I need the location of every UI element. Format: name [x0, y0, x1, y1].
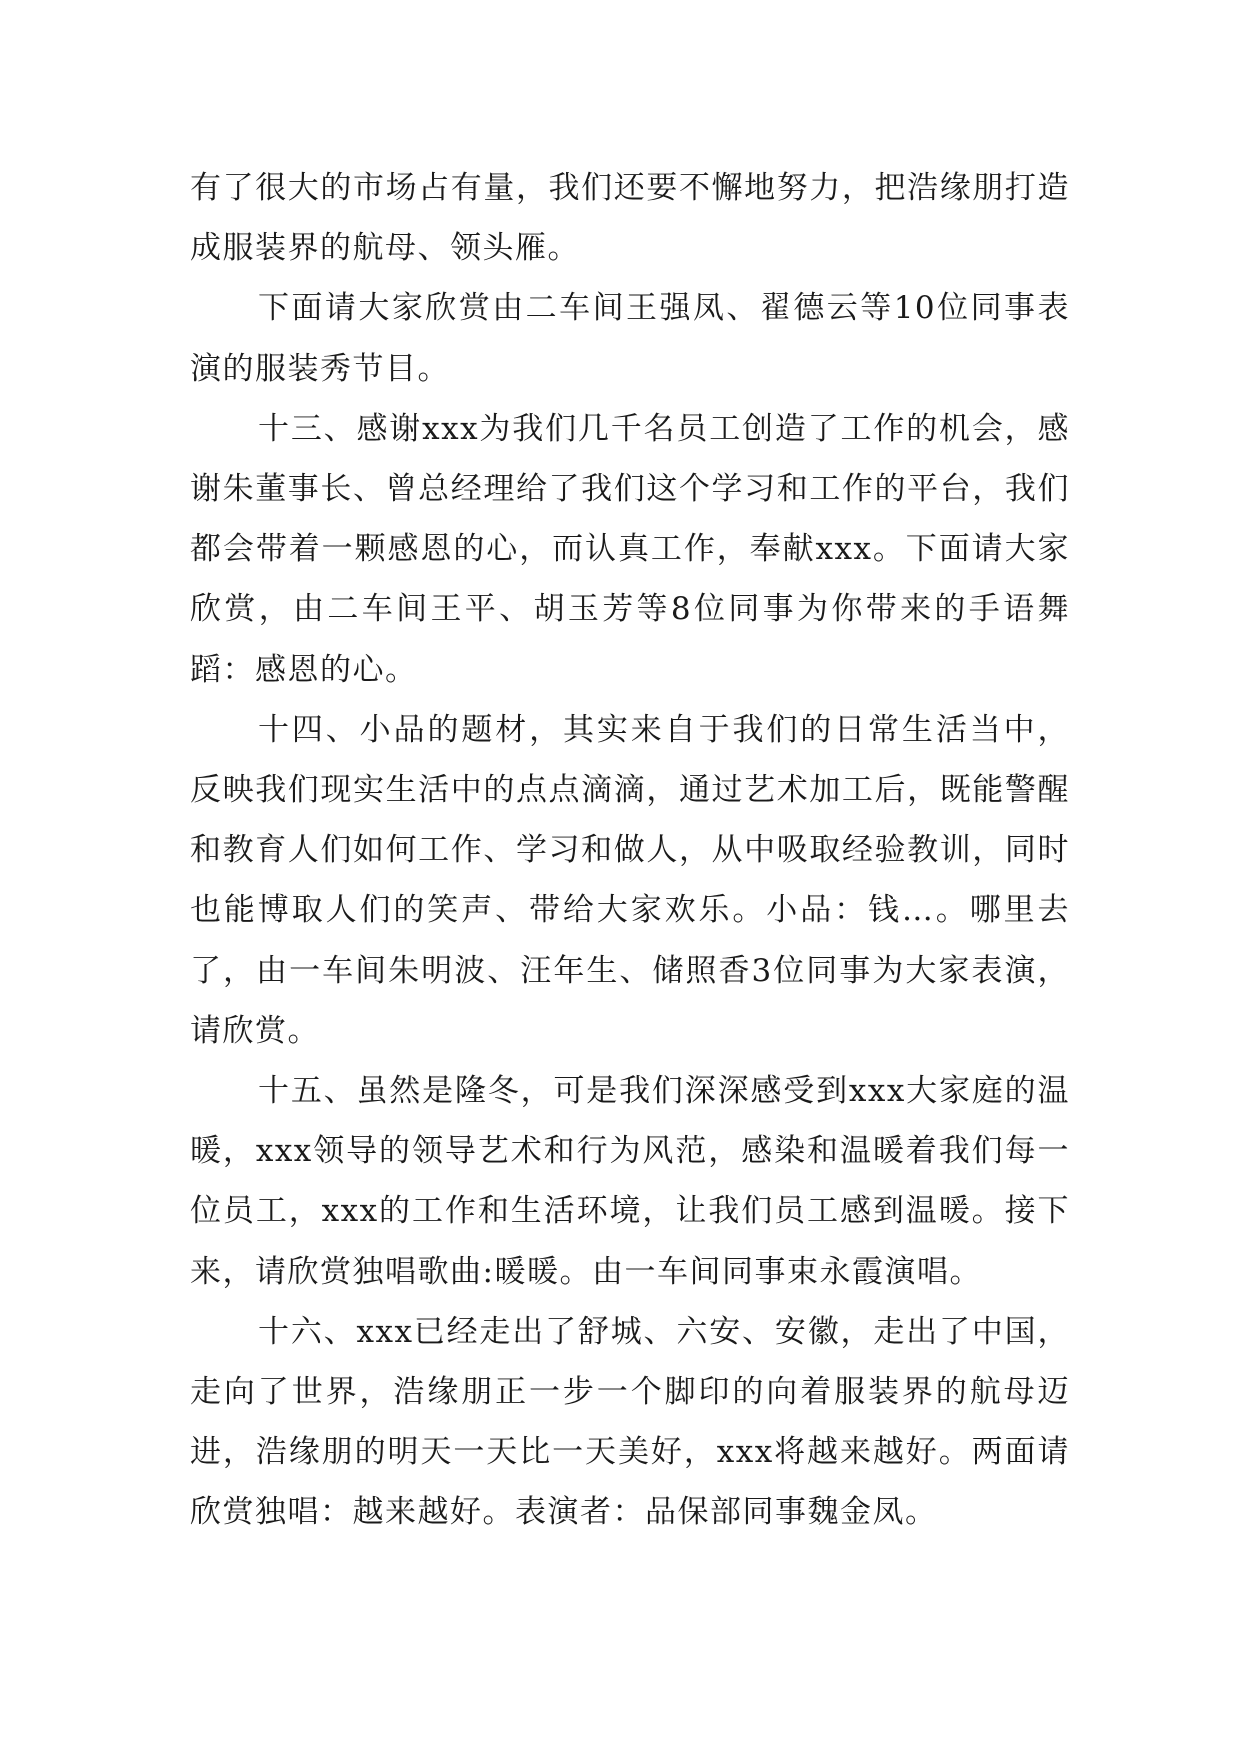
paragraph-sixteen: 十六、xxx已经走出了舒城、六安、安徽，走出了中国，走向了世界，浩缘朋正一步一个脚印的向着服装界的航母迈进，浩缘朋的明天一天比一天美好，xxx将越来越好。两面请欣赏独唱：越来越好。表演者：品保部同事魏金凤。 — [190, 1313, 1070, 1531]
paragraph-fourteen: 十四、小品的题材，其实来自于我们的日常生活当中，反映我们现实生活中的点点滴滴，通过艺术加工后，既能警醒和教育人们如何工作、学习和做人，从中吸取经验教训，同时也能博取人们的笑声、带给大家欢乐。小品：钱…。哪里去了，由一车间朱明波、汪年生、储照香3位同事为大家表演，请欣赏。 — [190, 711, 1070, 1049]
paragraph-thirteen: 十三、感谢xxx为我们几千名员工创造了工作的机会，感谢朱董事长、曾总经理给了我们这个学习和工作的平台，我们都会带着一颗感恩的心，而认真工作，奉献xxx。下面请大家欣赏，由二车间王平、胡玉芳等8位同事为你带来的手语舞蹈：感恩的心。 — [190, 410, 1070, 688]
paragraph-continuation: 有了很大的市场占有量，我们还要不懈地努力，把浩缘朋打造成服装界的航母、领头雁。 — [190, 170, 1070, 267]
document-body — [190, 158, 1070, 1543]
paragraph-fifteen: 十五、虽然是隆冬，可是我们深深感受到xxx大家庭的温暖，xxx领导的领导艺术和行为风范，感染和温暖着我们每一位员工，xxx的工作和生活环境，让我们员工感到温暖。接下来，请欣赏独唱歌曲:暖暖。由一车间同事束永霞演唱。 — [190, 1073, 1070, 1290]
paragraph-fashion-show: 下面请大家欣赏由二车间王强凤、翟德云等10位同事表演的服装秀节目。 — [190, 290, 1070, 387]
